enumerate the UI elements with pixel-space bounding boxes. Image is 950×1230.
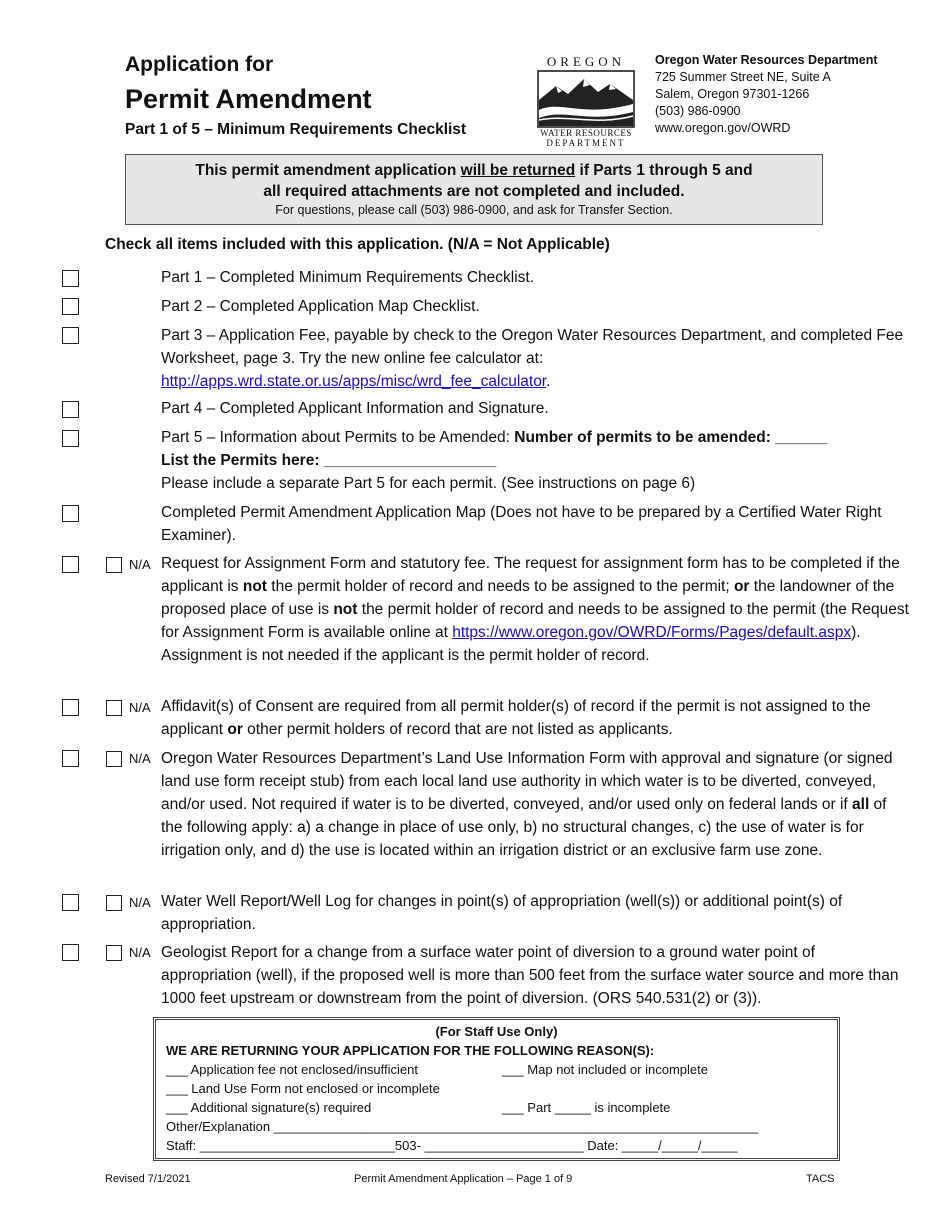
staff-row-1 (166, 1060, 827, 1079)
logo-sub-1: WATER RESOURCES (540, 128, 632, 138)
reason-fee[interactable]: ___ Application fee not enclosed/insufficient (166, 1062, 418, 1077)
footer-page: Permit Amendment Application – Page 1 of 9 (354, 1173, 573, 1185)
notice-line-1: This permit amendment application will be returned if Parts 1 through 5 and (195, 162, 753, 179)
na-checkbox-geologist[interactable] (106, 945, 122, 961)
checkbox-part-4[interactable] (62, 401, 79, 418)
na-label: N/A (129, 945, 151, 960)
notice-line-3: For questions, please call (503) 986-0900, and ask for Transfer Section. (275, 203, 673, 217)
page-title: Permit Amendment (125, 84, 372, 114)
agency-phone: (503) 986-0900 (655, 104, 741, 118)
agency-name: Oregon Water Resources Department (655, 53, 878, 67)
other-explanation[interactable]: Other/Explanation ___________________________________________________________________ (166, 1119, 759, 1134)
na-checkbox-assignment[interactable] (106, 557, 122, 573)
reason-land-use[interactable]: ___ Land Use Form not enclosed or incomplete (166, 1081, 440, 1096)
item-part-5: Part 5 – Information about Permits to be Amended: Number of permits to be amended: ______ List the Permits here: ____________________ Please include a separate Part 5 for each permit. (See instructions on page 6) (161, 429, 827, 492)
checkbox-affidavit[interactable] (62, 699, 79, 716)
item-geologist-report: Geologist Report for a change from a surface water point of diversion to a ground water point of appropriation (well), if the proposed well is more than 500 feet from the surface water source and more than 1000 feet upstream or downstream from the point of diversion. (ORS 540.531(2) or (3)). (161, 944, 899, 1007)
na-label: N/A (129, 700, 151, 715)
fee-calculator-link[interactable]: http://apps.wrd.state.or.us/apps/misc/wrd_fee_calculator (161, 373, 547, 390)
agency-address-2: Salem, Oregon 97301-1266 (655, 87, 810, 101)
checklist-heading: Check all items included with this application. (N/A = Not Applicable) (105, 236, 610, 253)
title-application-for: Application for (125, 53, 274, 76)
reason-map[interactable]: ___ Map not included or incomplete (502, 1062, 708, 1077)
part-title: Part 1 of 5 – Minimum Requirements Checklist (125, 121, 467, 138)
na-label: N/A (129, 751, 151, 766)
item-affidavit: Affidavit(s) of Consent are required from all permit holder(s) of record if the permit is not assigned to the applicant or other permit holders of record that are not listed as applicants. (161, 698, 871, 738)
footer-code: TACS (806, 1173, 835, 1185)
return-notice (125, 154, 823, 225)
item-application-map: Completed Permit Amendment Application Map (Does not have to be prepared by a Certified Water Right Examiner). (161, 504, 882, 544)
item-part-4: Part 4 – Completed Applicant Information and Signature. (161, 400, 549, 417)
na-checkbox-well-report[interactable] (106, 895, 122, 911)
item-part-1: Part 1 – Completed Minimum Requirements Checklist. (161, 269, 534, 286)
item-part-3: Part 3 – Application Fee, payable by check to the Oregon Water Resources Department, and completed Fee Worksheet, page 3. Try the new online fee calculator at: http://apps.wrd.state.or.us/apps/misc/wrd_fee_calculator. (161, 327, 904, 390)
checkbox-assignment[interactable] (62, 556, 79, 573)
agency-address-1: 725 Summer Street NE, Suite A (655, 70, 831, 84)
checkbox-land-use[interactable] (62, 750, 79, 767)
logo-sub-2: DEPARTMENT (546, 138, 626, 148)
checkbox-map[interactable] (62, 505, 79, 522)
staff-use-box (153, 1017, 840, 1161)
na-label: N/A (129, 557, 151, 572)
item-assignment: Request for Assignment Form and statutory fee. The request for assignment form has to be completed if the applicant is not the permit holder of record and needs to be assigned to the permit; or the landowner of the proposed place of use is not the permit holder of record and needs to be assigned to the permit (the Request for Assignment Form is available online at https://www.oregon.gov/OWRD/Forms/Pages/default.aspx). Assignment is not needed if the applicant is the permit holder of record. (161, 555, 909, 664)
staff-heading: WE ARE RETURNING YOUR APPLICATION FOR THE FOLLOWING REASON(S): (166, 1043, 655, 1058)
footer-revised: Revised 7/1/2021 (105, 1173, 191, 1185)
checkbox-well-report[interactable] (62, 894, 79, 911)
item-well-report: Water Well Report/Well Log for changes in point(s) of appropriation (well(s)) or additional point(s) of appropriation. (161, 893, 843, 933)
reason-signature[interactable]: ___ Additional signature(s) required (166, 1100, 372, 1115)
na-checkbox-affidavit[interactable] (106, 700, 122, 716)
forms-link[interactable]: https://www.oregon.gov/OWRD/Forms/Pages/default.aspx (452, 624, 852, 641)
checkbox-part-2[interactable] (62, 298, 79, 315)
notice-line-2: all required attachments are not completed and included. (263, 183, 685, 200)
staff-line[interactable]: Staff: ___________________________503- ______________________ Date: _____/_____/_____ (166, 1138, 738, 1153)
staff-title: (For Staff Use Only) (435, 1024, 558, 1039)
owrd-logo (536, 54, 636, 148)
agency-website: www.oregon.gov/OWRD (655, 121, 791, 135)
na-checkbox-land-use[interactable] (106, 751, 122, 767)
checkbox-part-5[interactable] (62, 430, 79, 447)
logo-word: OREGON (546, 54, 626, 69)
checkbox-part-3[interactable] (62, 327, 79, 344)
checkbox-part-1[interactable] (62, 270, 79, 287)
agency-contact (655, 52, 878, 137)
item-part-2: Part 2 – Completed Application Map Checklist. (161, 298, 480, 315)
checkbox-geologist[interactable] (62, 944, 79, 961)
reason-part-incomplete[interactable]: ___ Part _____ is incomplete (502, 1100, 671, 1115)
mountain-river-icon (536, 70, 636, 128)
item-land-use: Oregon Water Resources Department’s Land Use Information Form with approval and signature (or signed land use form receipt stub) from each local land use authority in which water is to be diverted, conveyed, and/or used. Not required if water is to be diverted, conveyed, and/or used only on federal lands or if all of the following apply: a) a change in place of use only, b) no structural changes, c) the use of water is for irrigation only, and d) the use is located within an irrigation district or an exclusive farm use zone. (161, 750, 893, 859)
staff-row-3 (166, 1098, 827, 1117)
na-label: N/A (129, 895, 151, 910)
